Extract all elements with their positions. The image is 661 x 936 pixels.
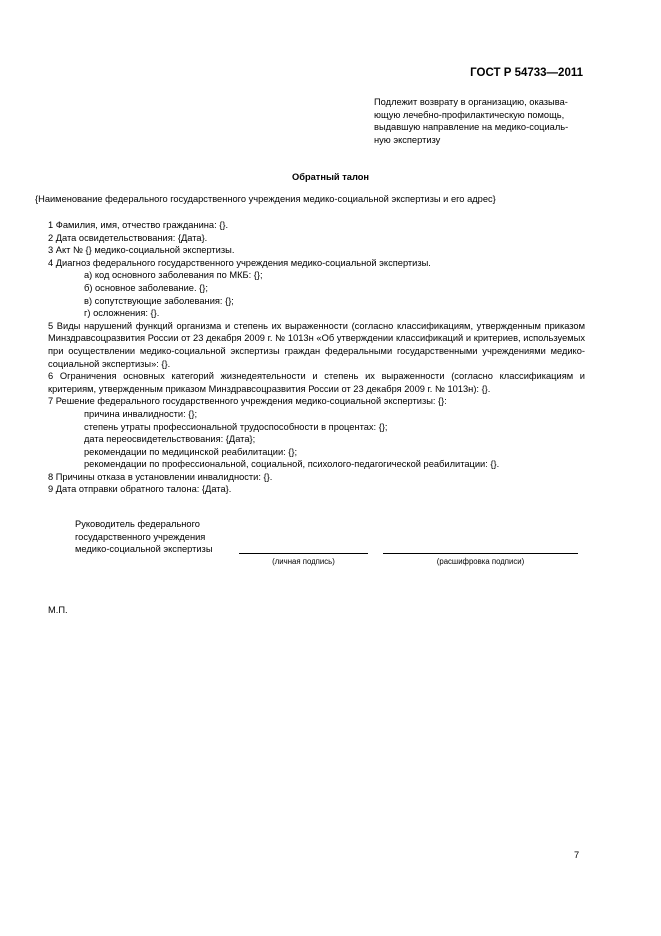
return-note-line: Подлежит возврату в организацию, оказыва-: [374, 97, 568, 107]
signature-caption: (личная подпись): [272, 557, 335, 566]
return-note-line: выдавшую направление на медико-социаль-: [374, 122, 569, 133]
item-activity-limitations: 6 Ограничения основных категорий жизнедеятельности и степень их выраженности (согласно классификациям и критериям, утвержденным приказом Минздравсоцразвития России от 23 декабря 2009 г. № 1013н): {}.: [48, 371, 585, 394]
signature-decode-caption: (расшифровка подписи): [436, 557, 525, 566]
item-refusal-reasons: 8 Причины отказа в установлении инвалидности: {}.: [48, 471, 273, 482]
item-exam-date: 2 Дата освидетельствования: {Дата}.: [48, 232, 208, 243]
item-professional-rehab: рекомендации по профессиональной, социальной, психолого-педагогической реабилитации: {}.: [84, 459, 500, 470]
organization-placeholder: {Наименование федерального государственного учреждения медико-социальной экспертизы и его адрес}: [35, 194, 496, 204]
form-title: Обратный талон: [291, 172, 370, 182]
return-note-line: ную экспертизу: [374, 134, 441, 145]
signature-line: [239, 553, 368, 554]
signer-role-line: медико-социальной экспертизы: [75, 544, 213, 555]
item-diagnosis-concomitant: в) сопутствующие заболевания: {};: [84, 295, 234, 306]
page-number: 7: [574, 850, 580, 860]
item-act-number: 3 Акт № {} медико-социальной экспертизы.: [48, 245, 235, 256]
item-function-disorders: 5 Виды нарушений функций организма и степень их выраженности (согласно классификациям, утвержденным приказом Минздравсоцразвития России от 23 декабря 2009 г. № 1013н «Об утверждении классификаций и критериев, используемых при осуществлении медико-социальной экспертизы граждан федеральными государственными учреждениями медико-социальной экспертизы»: {}.: [48, 320, 585, 369]
item-diagnosis: 4 Диагноз федерального государственного учреждения медико-социальной экспертизы.: [48, 257, 431, 268]
item-diagnosis-icd-code: а) код основного заболевания по МКБ: {};: [84, 270, 263, 281]
standard-designation: ГОСТ Р 54733—2011: [470, 67, 583, 79]
item-diagnosis-complications: г) осложнения: {}.: [84, 308, 160, 319]
item-work-capacity-loss: степень утраты профессиональной трудоспособности в процентах: {};: [84, 421, 388, 432]
stamp-label: М.П.: [48, 605, 68, 615]
form-body: [48, 219, 585, 496]
signer-role-line: государственного учреждения: [75, 531, 206, 542]
signature-block: [75, 518, 213, 556]
item-disability-cause: причина инвалидности: {};: [84, 408, 198, 419]
item-full-name: 1 Фамилия, имя, отчество гражданина: {}.: [48, 220, 229, 230]
item-reexam-date: дата переосвидетельствования: {Дата};: [84, 434, 256, 445]
item-diagnosis-main: б) основное заболевание. {};: [84, 282, 208, 293]
item-dispatch-date: 9 Дата отправки обратного талона: {Дата}.: [48, 484, 232, 495]
item-medical-rehab: рекомендации по медицинской реабилитации: {};: [84, 446, 298, 457]
return-note: [374, 96, 584, 146]
return-note-line: ющую лечебно-профилактическую помощь,: [374, 109, 565, 120]
item-decision: 7 Решение федерального государственного учреждения медико-социальной экспертизы: {}:: [48, 396, 447, 407]
signature-decode-line: [383, 553, 578, 554]
signer-role-line: Руководитель федерального: [75, 519, 200, 529]
